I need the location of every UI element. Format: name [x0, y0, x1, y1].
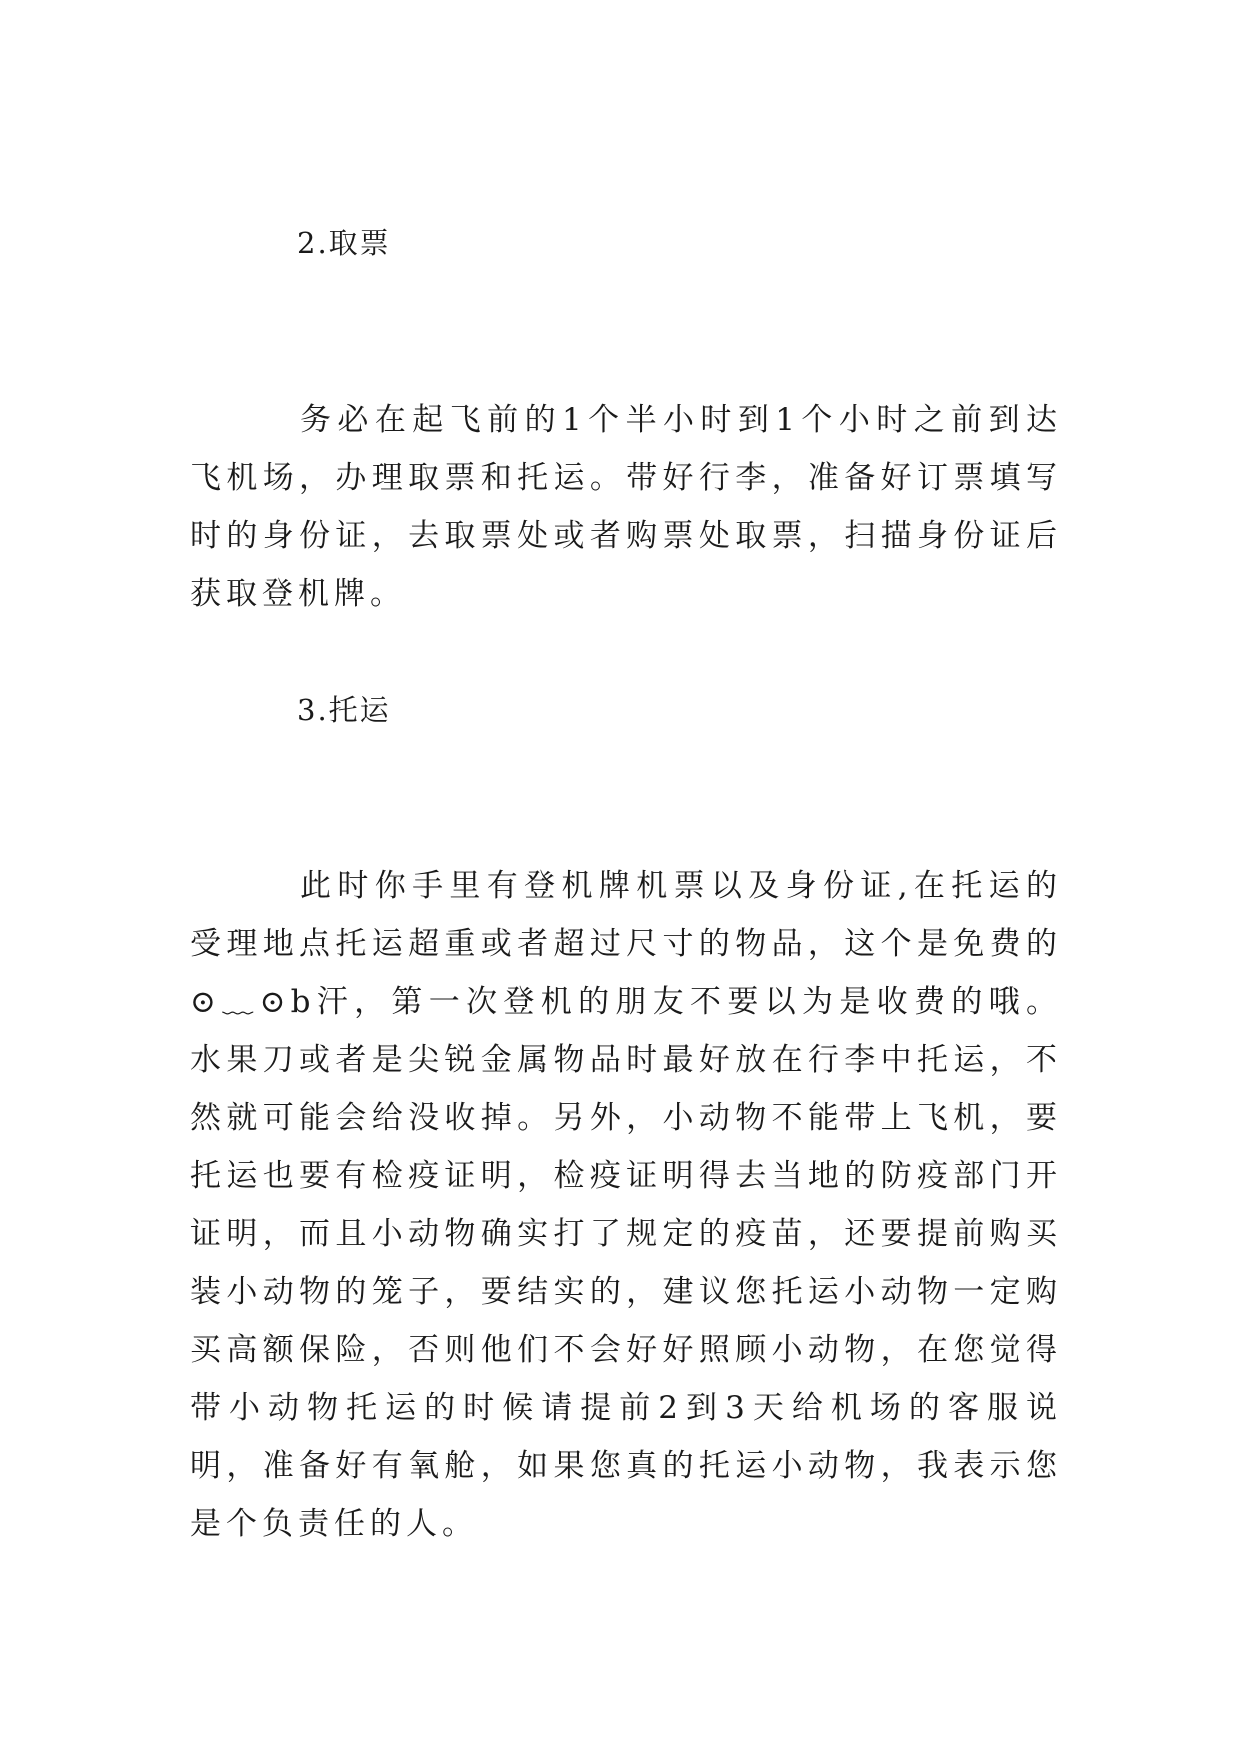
section-paragraph-tuoyun: 此时你手里有登机牌机票以及身份证,在托运的受理地点托运超重或者超过尺寸的物品，这个是免费的⊙﹏⊙b汗，第一次登机的朋友不要以为是收费的哦。水果刀或者是尖锐金属物品时最好放在行李中托运，不然就可能会给没收掉。另外，小动物不能带上飞机，要托运也要有检疫证明，检疫证明得去当地的防疫部门开证明，而且小动物确实打了规定的疫苗，还要提前购买装小动物的笼子，要结实的，建议您托运小动物一定购买高额保险，否则他们不会好好照顾小动物，在您觉得带小动物托运的时候请提前2到3天给机场的客服说明，准备好有氧舱，如果您真的托运小动物，我表示您是个负责任的人。	[190, 868, 1062, 1542]
section-heading-qupiao: 2.取票	[297, 226, 391, 260]
section-heading-tuoyun: 3.托运	[297, 693, 391, 727]
section-paragraph-qupiao: 务必在起飞前的1个半小时到1个小时之前到达飞机场，办理取票和托运。带好行李，准备好订票填写时的身份证，去取票处或者购票处取票，扫描身份证后获取登机牌。	[190, 402, 1062, 612]
